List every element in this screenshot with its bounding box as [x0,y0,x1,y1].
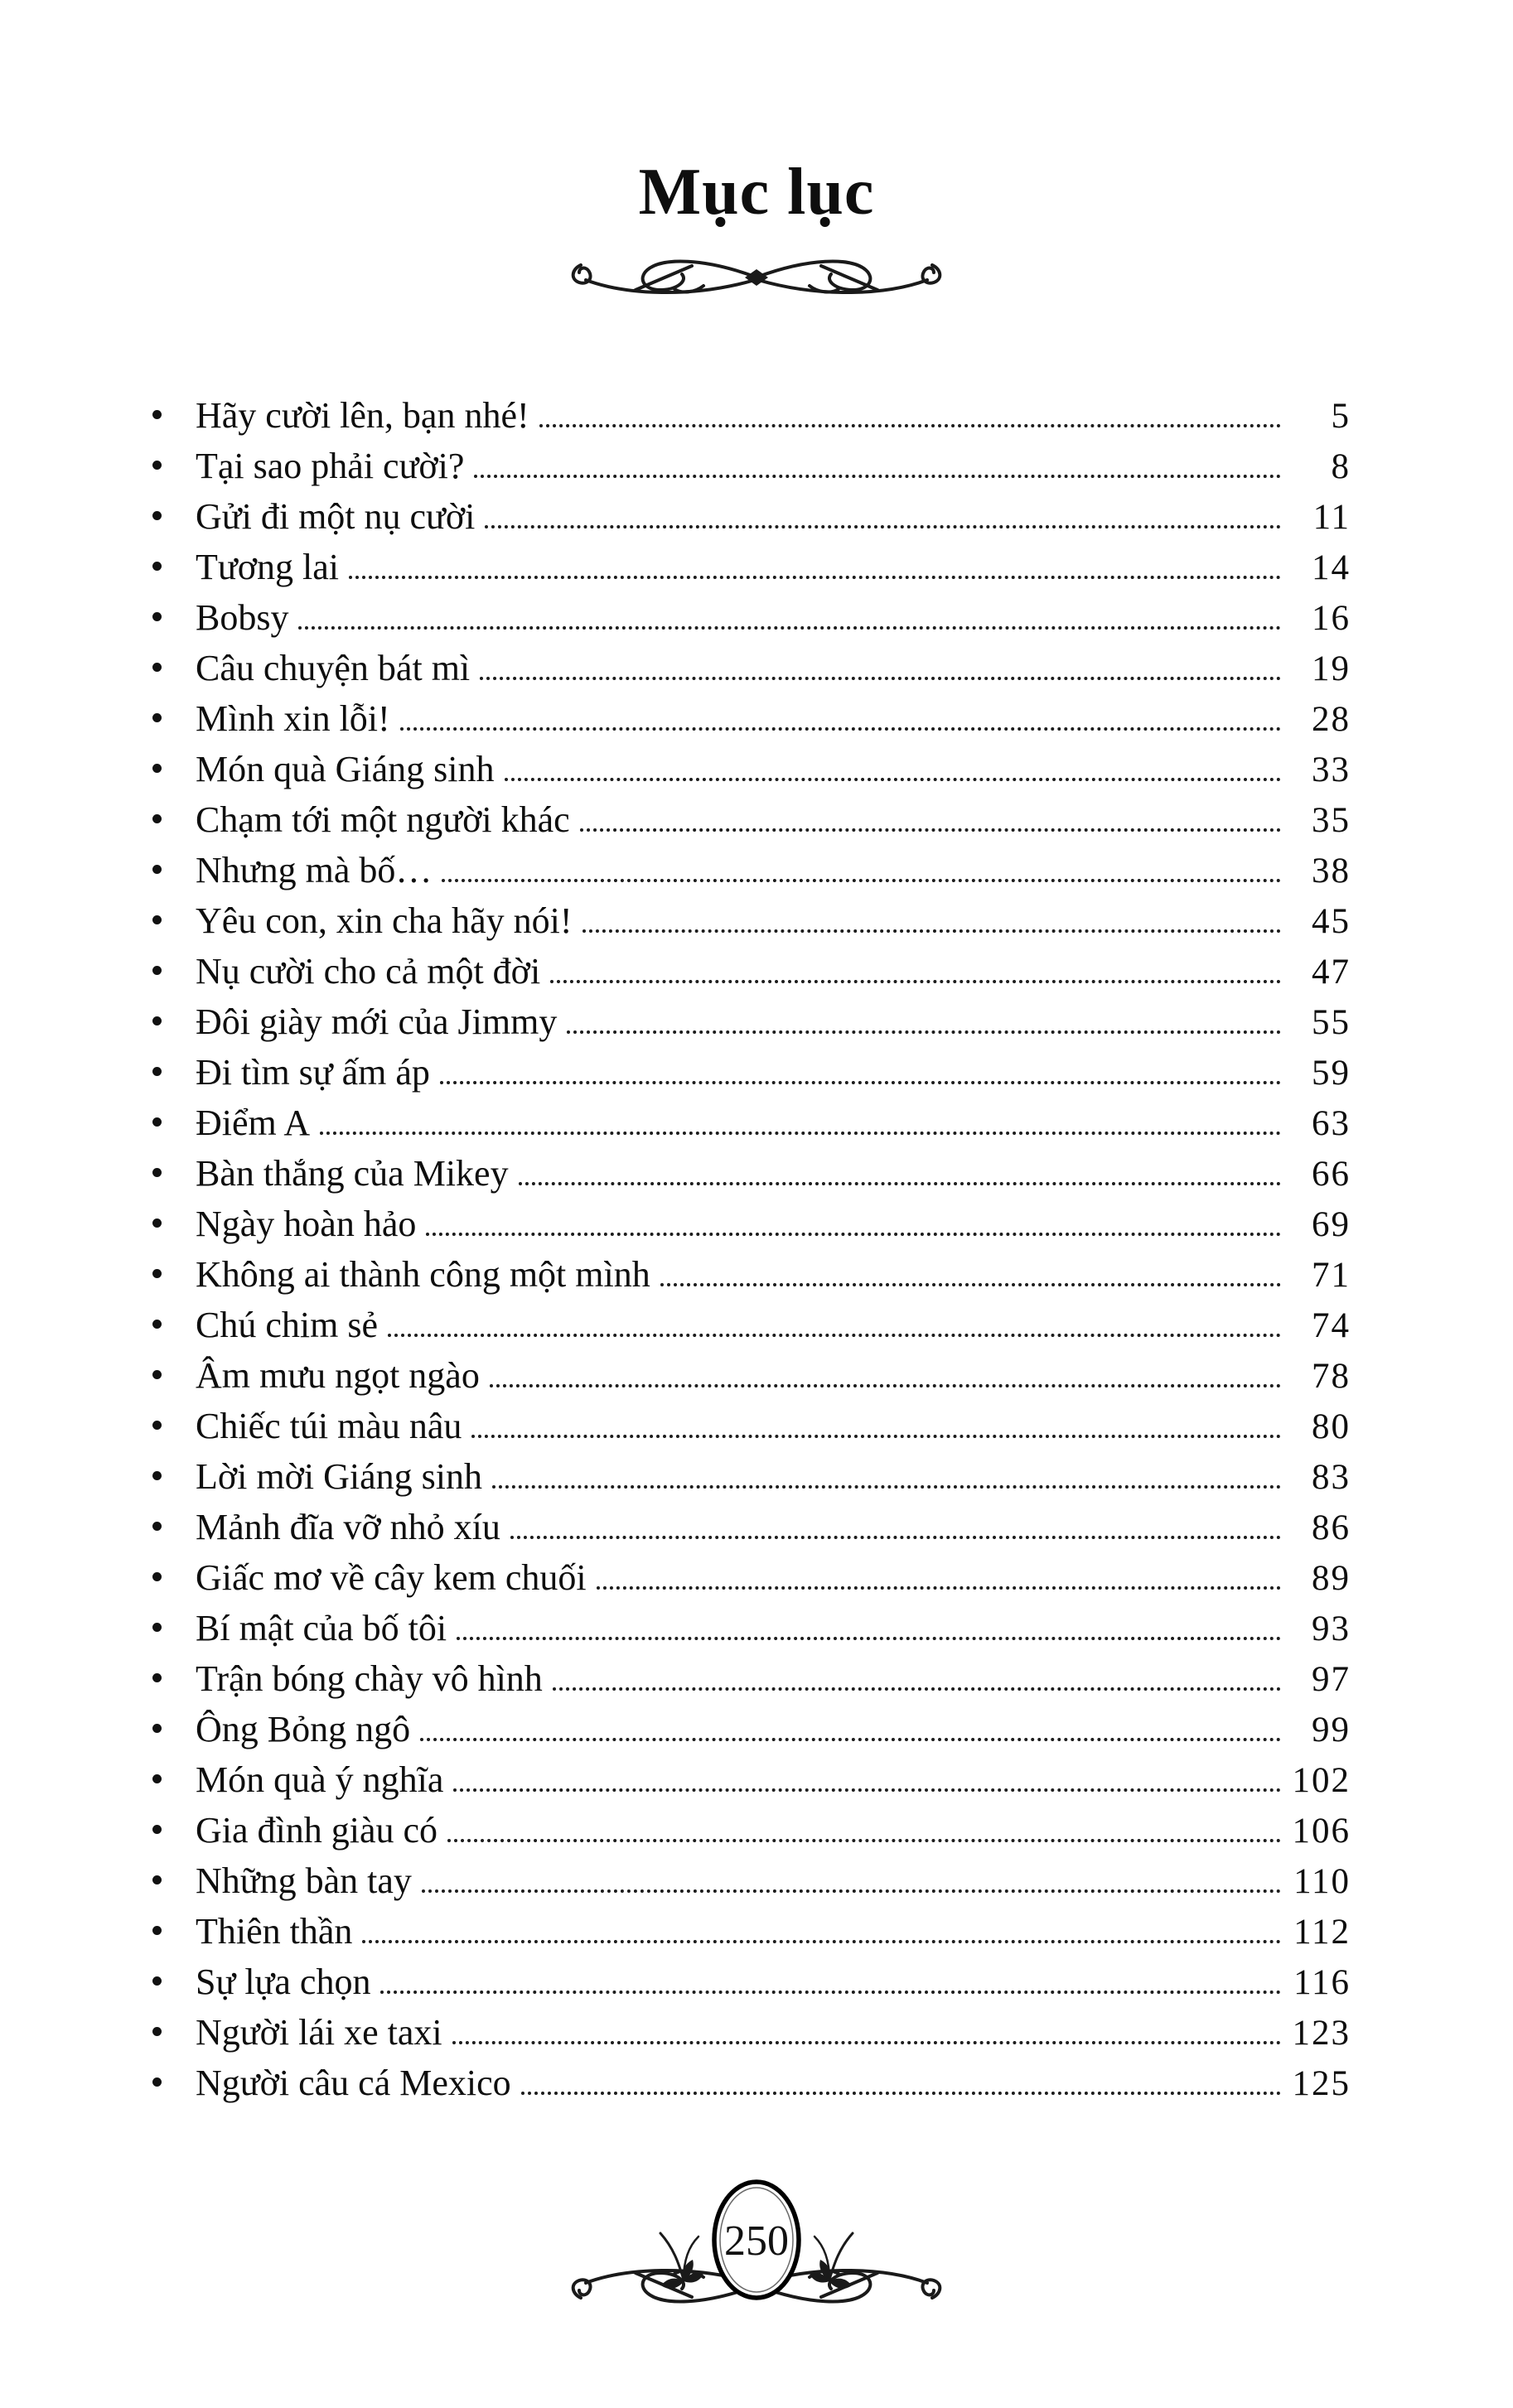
dot-leader [440,1076,1281,1084]
toc-entry [152,495,1351,546]
toc-entry-title: Nhưng mà bố… [196,850,433,890]
bullet-icon [152,764,162,773]
dot-leader [349,571,1281,579]
toc-entry-page: 33 [1312,750,1351,789]
dot-leader [521,2087,1281,2095]
dot-leader [492,1480,1281,1489]
toc-entry-title: Ông Bỏng ngô [196,1709,411,1749]
page-footer [558,2164,955,2346]
toc-entry [152,1759,1351,1809]
dot-leader [362,1935,1281,1943]
toc-entry-title: Người câu cá Mexico [196,2063,511,2103]
dot-leader [580,823,1281,832]
toc-entry-title: Chiếc túi màu nâu [196,1406,462,1446]
toc-entry-page: 86 [1312,1508,1351,1547]
dot-leader [510,1531,1281,1539]
bullet-icon [152,1825,162,1834]
toc-entry-page: 97 [1312,1660,1351,1699]
bullet-icon [152,1926,162,1935]
page-title: Mục lục [638,156,875,229]
toc-entry [152,647,1351,697]
toc-entry-title: Những bàn tay [196,1860,412,1901]
toc-entry [152,1910,1351,1961]
bullet-icon [152,1168,162,1177]
bullet-icon [152,1522,162,1531]
bullet-icon [152,1067,162,1076]
bullet-icon [152,915,162,924]
toc-entry-page: 55 [1312,1003,1351,1042]
toc-entry-title: Hãy cười lên, bạn nhé! [196,395,529,436]
toc-entry-title: Chạm tới một người khác [196,799,570,840]
toc-entry [152,1001,1351,1051]
dot-leader [539,419,1281,427]
toc-entry-title: Gia đình giàu có [196,1810,438,1851]
bullet-icon [152,1875,162,1884]
toc-entry-title: Giấc mơ về cây kem chuối [196,1557,587,1598]
toc-entry-page: 112 [1293,1913,1351,1952]
toc-entry-title: Điểm A [196,1103,311,1143]
toc-entry-title: Bàn thắng của Mikey [196,1153,509,1194]
dot-leader [388,1329,1281,1337]
toc-entry [152,1051,1351,1102]
bullet-icon [152,1016,162,1025]
toc-entry-title: Người lái xe taxi [196,2012,442,2053]
toc-entry [152,1961,1351,2011]
bullet-icon [152,1421,162,1430]
toc-entry-title: Âm mưu ngọt ngào [196,1355,480,1396]
bullet-icon [152,1320,162,1329]
toc-entry-page: 93 [1312,1609,1351,1648]
bullet-icon [152,1269,162,1278]
bullet-icon [152,1724,162,1733]
toc-entry-title: Gửi đi một nụ cười [196,496,476,537]
toc-entry-page: 74 [1312,1306,1351,1345]
dot-leader [550,975,1281,983]
toc-entry-page: 45 [1312,902,1351,941]
toc-entry-page: 69 [1312,1205,1351,1244]
toc-entry-title: Mảnh đĩa vỡ nhỏ xíu [196,1507,500,1547]
dot-leader [298,621,1281,630]
dot-leader [453,1783,1281,1792]
bullet-icon [152,2077,162,2087]
toc-entry-title: Đi tìm sự ấm áp [196,1052,430,1093]
toc-entry-title: Ngày hoàn hảo [196,1204,417,1244]
page-number-ornament [558,2164,955,2346]
toc-entry-page: 125 [1292,2064,1351,2103]
dot-leader [553,1682,1281,1691]
toc-entry-page: 5 [1331,397,1351,436]
toc-entry-page: 99 [1312,1711,1351,1749]
toc-entry-page: 8 [1331,447,1351,486]
toc-entry [152,849,1351,900]
toc-entry-page: 47 [1312,953,1351,992]
toc-entry [152,394,1351,445]
toc-entry-page: 80 [1312,1407,1351,1446]
toc-entry [152,1405,1351,1455]
bullet-icon [152,865,162,874]
toc-entry-title: Mình xin lỗi! [196,698,390,739]
dot-leader [474,470,1281,478]
toc-entry-title: Tương lai [196,547,339,587]
bullet-icon [152,1976,162,1986]
toc-entry-title: Chú chim sẻ [196,1305,378,1345]
toc-entry [152,1102,1351,1152]
toc-entry [152,1304,1351,1354]
bullet-icon [152,966,162,975]
dot-leader [420,1733,1281,1741]
dot-leader [400,722,1281,731]
toc-entry-page: 28 [1312,700,1351,739]
toc-entry-page: 11 [1312,498,1351,537]
toc-entry-page: 38 [1312,852,1351,890]
toc-entry [152,1253,1351,1304]
toc-entry [152,546,1351,596]
toc-entry-page: 14 [1312,548,1351,587]
toc-entry-page: 59 [1312,1054,1351,1093]
dot-leader [582,924,1281,933]
toc-entry [152,748,1351,799]
toc-entry-page: 63 [1312,1104,1351,1143]
dot-leader [442,874,1281,882]
bullet-icon [152,461,162,470]
dot-leader [485,520,1281,528]
dot-leader [452,2036,1281,2044]
toc-entry-page: 35 [1312,801,1351,840]
dot-leader [471,1430,1281,1438]
toc-entry-page: 83 [1312,1458,1351,1497]
bullet-icon [152,663,162,672]
dot-leader [519,1177,1281,1185]
dot-leader [320,1127,1281,1135]
dot-leader [457,1632,1281,1640]
bullet-icon [152,1572,162,1581]
toc-entry-title: Món quà Giáng sinh [196,749,495,789]
bullet-icon [152,1774,162,1783]
toc-entry [152,1658,1351,1708]
toc-entry [152,1809,1351,1860]
bullet-icon [152,612,162,621]
toc-entry [152,900,1351,950]
bullet-icon [152,814,162,823]
dot-leader [490,1379,1281,1387]
toc-entry-title: Không ai thành công một mình [196,1254,650,1295]
toc-entry-title: Bobsy [196,597,289,638]
toc-entry-title: Câu chuyện bát mì [196,648,471,688]
toc-entry-page: 89 [1312,1559,1351,1598]
toc-entry-title: Đôi giày mới của Jimmy [196,1001,558,1042]
dot-leader [426,1228,1281,1236]
toc-entry-title: Bí mật của bố tôi [196,1608,447,1648]
dot-leader [505,773,1281,781]
toc-entry [152,1354,1351,1405]
toc-entry [152,950,1351,1001]
toc-entry-title: Món quà ý nghĩa [196,1759,444,1800]
dot-leader [597,1581,1281,1590]
bullet-icon [152,1471,162,1480]
dot-leader [567,1025,1281,1034]
toc-entry [152,799,1351,849]
bullet-icon [152,562,162,571]
bullet-icon [152,410,162,419]
toc-entry [152,697,1351,748]
toc-entry [152,2011,1351,2062]
dot-leader [422,1884,1281,1893]
toc-entry-title: Yêu con, xin cha hãy nói! [196,900,573,941]
bullet-icon [152,713,162,722]
toc-entry [152,445,1351,495]
bullet-icon [152,1218,162,1228]
page-number: 250 [724,2217,789,2265]
toc-entry-page: 116 [1293,1963,1351,2002]
toc-entry [152,2062,1351,2112]
bullet-icon [152,511,162,520]
bullet-icon [152,1117,162,1127]
bullet-icon [152,1623,162,1632]
toc-entry-page: 102 [1292,1761,1351,1800]
toc-entry [152,1860,1351,1910]
toc-entry-title: Thiên thần [196,1911,353,1952]
toc-entry [152,1455,1351,1506]
toc-entry-page: 106 [1292,1812,1351,1851]
bullet-icon [152,1370,162,1379]
toc-entry-page: 123 [1292,2014,1351,2053]
toc-entry-title: Lời mời Giáng sinh [196,1456,482,1497]
toc-entry [152,1506,1351,1556]
toc-entry [152,1203,1351,1253]
toc-entry-page: 110 [1293,1862,1351,1901]
dot-leader [447,1834,1281,1842]
toc-entry-title: Sự lựa chọn [196,1962,371,2002]
toc-entry-page: 66 [1312,1155,1351,1194]
toc-entry-page: 19 [1312,649,1351,688]
toc-entry [152,1556,1351,1607]
dot-leader [660,1278,1281,1286]
bullet-icon [152,2027,162,2036]
toc-entry-page: 78 [1312,1357,1351,1396]
toc-entry [152,1607,1351,1658]
bullet-icon [152,1673,162,1682]
toc-entry [152,596,1351,647]
toc-entry-page: 16 [1312,599,1351,638]
toc-entry-page: 71 [1312,1256,1351,1295]
toc-list [0,394,1513,2112]
toc-entry [152,1152,1351,1203]
top-flourish-ornament [566,242,947,316]
dot-leader [480,672,1281,680]
toc-entry-title: Nụ cười cho cả một đời [196,951,541,992]
dot-leader [380,1986,1281,1994]
toc-entry [152,1708,1351,1759]
toc-entry-title: Trận bóng chày vô hình [196,1658,543,1699]
toc-entry-title: Tại sao phải cười? [196,446,465,486]
